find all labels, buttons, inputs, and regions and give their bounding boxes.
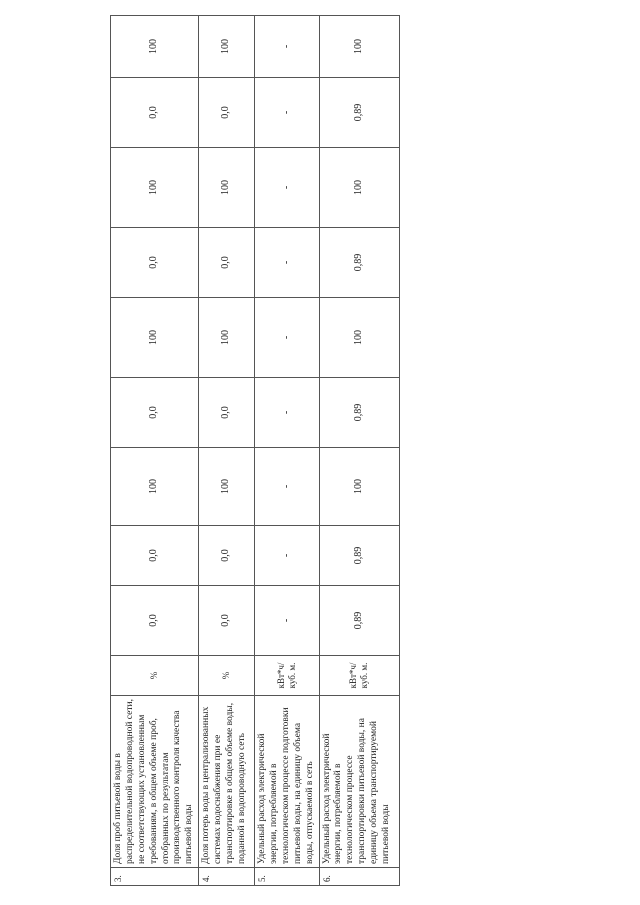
value-cell: 0,89 bbox=[319, 378, 399, 448]
value-cell: 100 bbox=[319, 16, 399, 78]
unit-cell: % bbox=[111, 656, 199, 696]
value-cell: 0,0 bbox=[111, 586, 199, 656]
value-cell: - bbox=[255, 448, 319, 526]
value-cell: - bbox=[255, 16, 319, 78]
value-cell: 0,0 bbox=[111, 526, 199, 586]
table-row bbox=[319, 16, 399, 886]
row-number: 3. bbox=[111, 868, 199, 886]
value-cell: - bbox=[255, 148, 319, 228]
table-row bbox=[255, 16, 319, 886]
row-number: 4. bbox=[199, 868, 255, 886]
value-cell: 0,89 bbox=[319, 526, 399, 586]
value-cell: 0,0 bbox=[199, 586, 255, 656]
indicator-name: Доля потерь воды в централизованных системах водоснабжения при ее транспортировке в общем объеме воды, поданной в водопроводную сеть bbox=[199, 696, 255, 868]
value-cell: 100 bbox=[319, 148, 399, 228]
value-cell: 0,0 bbox=[111, 78, 199, 148]
table-row bbox=[199, 16, 255, 886]
value-cell: 0,89 bbox=[319, 586, 399, 656]
value-cell: - bbox=[255, 298, 319, 378]
value-cell: 0,0 bbox=[199, 378, 255, 448]
value-cell: - bbox=[255, 78, 319, 148]
value-cell: 100 bbox=[111, 448, 199, 526]
value-cell: - bbox=[255, 526, 319, 586]
indicator-name: Доля проб питьевой воды в распределительной водопроводной сети, не соответствующих установленным требованиям, в общем объеме проб, отобранных по результатам производственного контроля качества питьевой воды bbox=[111, 696, 199, 868]
table-row bbox=[111, 16, 199, 886]
indicators-table bbox=[110, 15, 400, 886]
value-cell: - bbox=[255, 378, 319, 448]
value-cell: 100 bbox=[199, 16, 255, 78]
value-cell: - bbox=[255, 586, 319, 656]
unit-cell: % bbox=[199, 656, 255, 696]
value-cell: 100 bbox=[111, 298, 199, 378]
value-cell: 0,0 bbox=[199, 228, 255, 298]
indicator-name: Удельный расход электрической энергии, потребляемой в технологическом процессе транспортировки питьевой воды, на единицу объема транспортируемой питьевой воды bbox=[319, 696, 399, 868]
value-cell: 0,0 bbox=[111, 378, 199, 448]
value-cell: 100 bbox=[111, 148, 199, 228]
rotated-table-container bbox=[110, 16, 390, 886]
value-cell: 0,0 bbox=[111, 228, 199, 298]
value-cell: 0,89 bbox=[319, 228, 399, 298]
value-cell: 100 bbox=[319, 298, 399, 378]
value-cell: - bbox=[255, 228, 319, 298]
unit-cell: кВт*ч/ куб. м. bbox=[255, 656, 319, 696]
row-number: 6. bbox=[319, 868, 399, 886]
value-cell: 100 bbox=[199, 148, 255, 228]
value-cell: 0,89 bbox=[319, 78, 399, 148]
unit-cell: кВт*ч/ куб. м. bbox=[319, 656, 399, 696]
value-cell: 100 bbox=[111, 16, 199, 78]
value-cell: 0,0 bbox=[199, 526, 255, 586]
indicator-name: Удельный расход электрической энергии, потребляемой в технологическом процессе подготовки питьевой воды, на единицу объема воды, отпускаемой в сеть bbox=[255, 696, 319, 868]
value-cell: 100 bbox=[319, 448, 399, 526]
row-number: 5. bbox=[255, 868, 319, 886]
value-cell: 100 bbox=[199, 298, 255, 378]
value-cell: 0,0 bbox=[199, 78, 255, 148]
value-cell: 100 bbox=[199, 448, 255, 526]
